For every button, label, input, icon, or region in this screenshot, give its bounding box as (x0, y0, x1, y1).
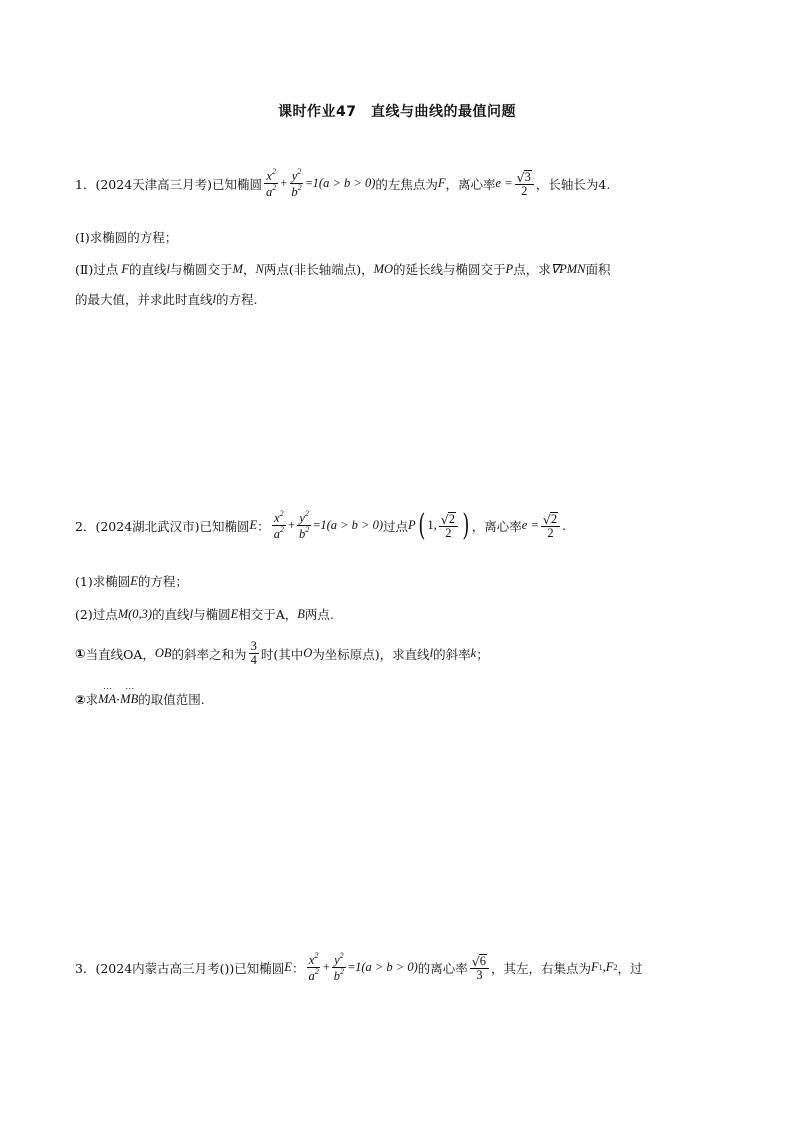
q1-text-2: ，离心率 (445, 176, 496, 192)
q1-e: e = (495, 176, 513, 191)
q2-source: (2024湖北武汉市) (95, 518, 200, 534)
page-title: 课时作业47 直线与曲线的最值问题 (278, 104, 516, 120)
q2-x-fraction: $\frac{x^2}{a^2}$ (273, 509, 284, 542)
q2-point-P: P (408, 518, 416, 533)
q3-y-fraction: $\frac{y^2}{b^2}$ (333, 951, 345, 984)
q1-number: 1． (75, 176, 96, 192)
q1-line-1: 1． (2024天津高三月考) 已知椭圆 $\frac{x^2}{a^2}$ + $\frac{y^2}{b^2}$ = 1(a > b > 0) 的左焦点为 F ，离心率 e = √ 3 2 ，长轴长为4. (75, 167, 611, 200)
q1-tail: ，长轴长为4. (535, 176, 611, 192)
q3-eccentricity: √ 6 3 (470, 954, 489, 982)
q2-point-fraction: √ 2 2 (439, 512, 458, 540)
q1-source: (2024天津高三月考) (95, 176, 213, 192)
q2-subpart-1: ① 当直线OA， OB 的斜率之和为 $\frac{3}{4}$ 时(其中 O 为坐标原点)，求直线 l 的斜率 k ； (75, 639, 489, 668)
q1-x-fraction: $\frac{x^2}{a^2}$ (266, 167, 277, 200)
q2-y-fraction: $\frac{y^2}{b^2}$ (299, 509, 310, 542)
q1-y-fraction: $\frac{y^2}{b^2}$ (291, 167, 302, 200)
q1-F: F (437, 176, 446, 191)
q2-part-2: (2)过点 M(0,3) 的直线 l 与椭圆 E 相交于A， B 两点. (75, 606, 334, 622)
vector-MA: ⋯ MA (98, 692, 116, 707)
q1-lead: 已知椭圆 (212, 176, 263, 192)
q1-part-2-cont: 的最大值，并求此时直线 l 的方程. (75, 291, 258, 307)
q3-number: 3． (75, 960, 96, 976)
q2-eccentricity: √ 2 2 (541, 512, 560, 540)
q2-condition: 1(a > b > 0) (320, 518, 384, 533)
q1-text-1: 的左焦点为 (375, 176, 438, 192)
q2-subpart-2: ② 求 ⋯ MA · ⋯ MB 的取值范围. (75, 690, 205, 708)
q2-number: 2． (75, 518, 96, 534)
vector-MB: ⋯ MB (120, 692, 138, 707)
q1-eccentricity: √ 3 2 (515, 170, 534, 198)
q3-line-1: 3． (2024内蒙古高三月考()) 已知椭圆 E ： $\frac{x^2}{a^2}$ + $\frac{y^2}{b^2}$ = 1(a > b > 0) 的离心率 √ 6 3 ，其左，右集点为 F 1 , F 2 ，过 (75, 951, 643, 984)
q2-part-1: (1)求椭圆 E 的方程； (75, 573, 188, 589)
q3-x-fraction: $\frac{x^2}{a^2}$ (308, 951, 319, 984)
q1-part-2: (Ⅱ)过点 F 的直线 l 与椭圆交于 M ， N 两点(非长轴端点)， MO 的延长线与椭圆交于 P 点，求 ∇PMN 面积 (75, 261, 611, 277)
q2-line-1: 2． (2024湖北武汉市) 已知椭圆 E ： $\frac{x^2}{a^2}$ + $\frac{y^2}{b^2}$ = 1(a > b > 0) 过点 P ( 1, √ 2 2 ) ，离心率 e = √ 2 2 . (75, 507, 567, 543)
q3-condition: 1(a > b > 0) (355, 960, 418, 975)
q1-condition: 1(a > b > 0) (312, 176, 376, 191)
q1-part-1: (Ⅰ)求椭圆的方程； (75, 230, 178, 245)
q2-slope-sum: $\frac{3}{4}$ (250, 639, 257, 668)
q3-source: (2024内蒙古高三月考()) (95, 960, 235, 976)
